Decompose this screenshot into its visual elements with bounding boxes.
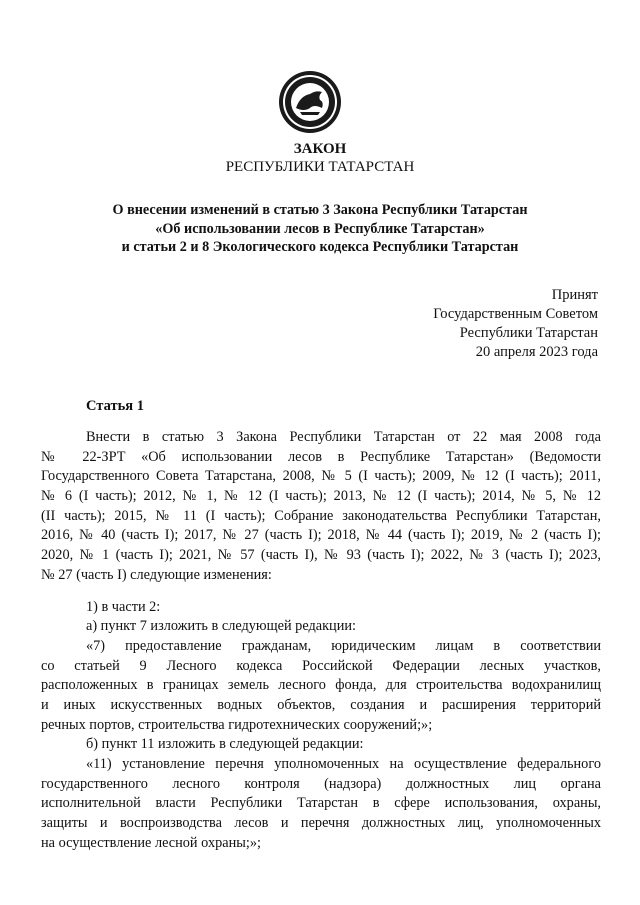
list-item: б) пункт 11 изложить в следующей редакции: (86, 736, 364, 753)
law-title: ЗАКОН (293, 141, 347, 157)
adoption-line: Республики Татарстан (459, 325, 598, 341)
adoption-line: Государственным Советом (433, 306, 598, 322)
text-line: Внести в статью 3 Закона Республики Татарстан от 22 мая 2008 года (86, 429, 601, 445)
article-title: Статья 1 (86, 398, 144, 414)
subtitle-line: «Об использовании лесов в Республике Татарстан» (155, 220, 485, 237)
tatarstan-coat-of-arms-icon (278, 70, 342, 134)
list-item: а) пункт 7 изложить в следующей редакции: (86, 618, 356, 635)
adoption-line: Принят (551, 287, 598, 303)
text-line: 2016, № 40 (часть I); 2017, № 27 (часть I); 2018, № 44 (часть I); 2019, № 2 (часть I); (41, 527, 601, 544)
text-line: государственного лесного контроля (надзора) должностных лиц органа (41, 775, 601, 792)
text-line: защиты и воспроизводства лесов и перечня должностных лиц, уполномоченных (41, 815, 601, 832)
republic-title: РЕСПУБЛИКИ ТАТАРСТАН (225, 159, 415, 175)
text-line: № 27 (часть I) следующие изменения: (41, 566, 272, 583)
text-line: и иных искусственных водных объектов, создания и расширения территорий (41, 696, 601, 713)
text-line: (II часть); 2015, № 11 (I часть); Собрание законодательства Республики Татарстан, (41, 507, 601, 524)
text-line: на осуществление лесной охраны;»; (41, 834, 261, 851)
text-line: речных портов, строительства гидротехнических сооружений;»; (41, 716, 433, 733)
text-line: исполнительной власти Республики Татарстан в сфере использования, охраны, (41, 795, 601, 812)
subtitle-line: и статьи 2 и 8 Экологического кодекса Республики Татарстан (121, 239, 519, 255)
text-line: № 22-ЗРТ «Об использовании лесов в Республике Татарстан» (Ведомости (41, 448, 601, 465)
text-line: расположенных в границах земель лесного фонда, для строительства водохранилищ (41, 677, 601, 694)
adoption-date: 20 апреля 2023 года (475, 344, 598, 360)
text-line: «11) установление перечня уполномоченных на осуществление федерального (86, 756, 601, 772)
text-line: 2020, № 1 (часть I); 2021, № 57 (часть I), № 93 (часть I); 2022, № 3 (часть I); 2023, (41, 547, 601, 564)
article-body (41, 428, 601, 853)
adoption-block (433, 286, 598, 362)
subtitle-line: О внесении изменений в статью 3 Закона Республики Татарстан (112, 202, 528, 218)
text-line: Государственного Совета Татарстана, 2008, № 5 (I часть); 2009, № 12 (I часть); 2011, (41, 468, 601, 485)
text-line: «7) предоставление гражданам, юридическим лицам в соответствии (86, 637, 601, 654)
text-line: № 6 (I часть); 2012, № 1, № 12 (I часть); 2013, № 12 (I часть); 2014, № 5, № 12 (41, 488, 601, 505)
list-item: 1) в части 2: (86, 598, 161, 615)
law-subtitle (0, 201, 640, 257)
text-line: со статьей 9 Лесного кодекса Российской Федерации лесных участков, (41, 657, 601, 674)
